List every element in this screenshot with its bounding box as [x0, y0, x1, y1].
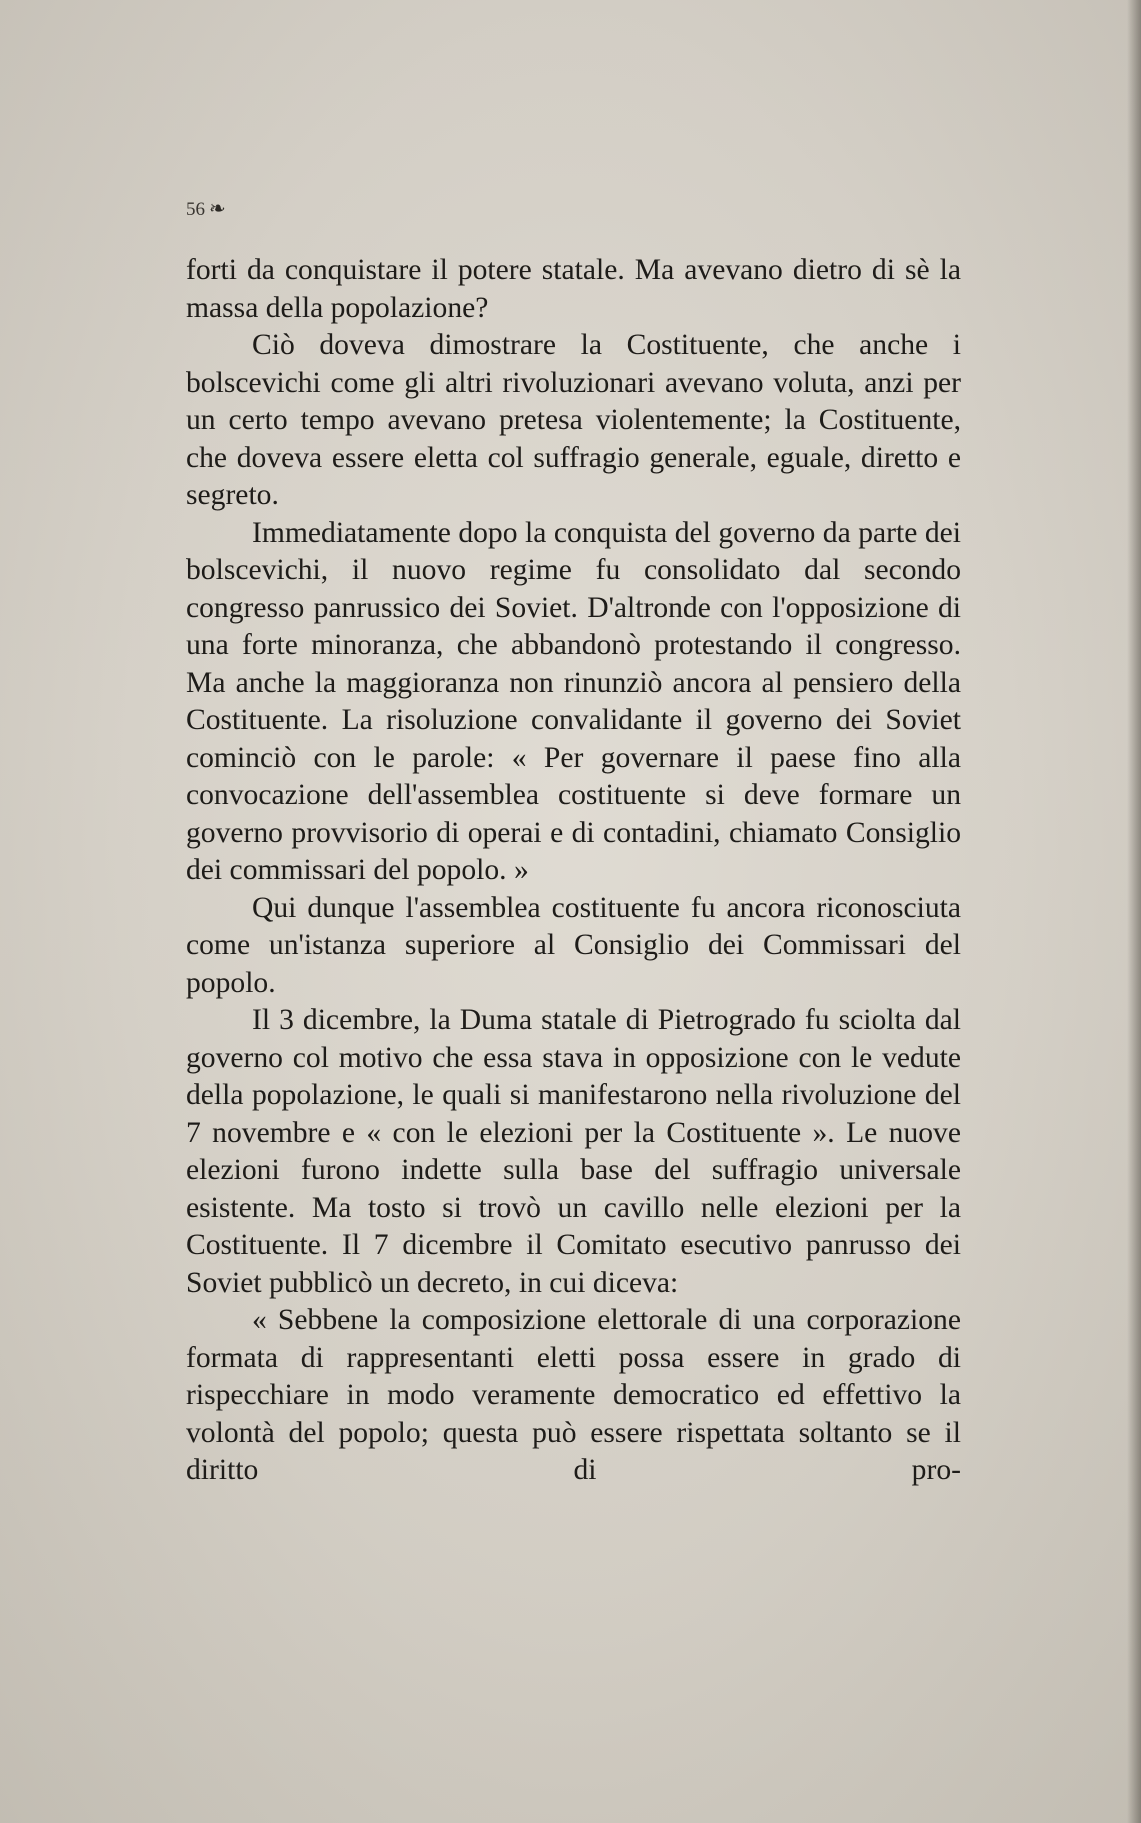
paragraph-1: forti da conquistare il potere statale. Ma avevano dietro di sè la massa della popolazione?: [186, 254, 961, 324]
paragraph-3: Immediatamente dopo la conquista del governo da parte dei bolscevichi, il nuovo regime fu consolidato dal secondo congresso panrussico dei Soviet. D'altronde con l'opposizione di una forte minoranza, che abbandonò protestando il congresso. Ma anche la maggioranza non rinunziò ancora al pensiero della Costituente. La risoluzione convalidante il governo dei Soviet cominciò con le parole: « Per governare il paese fino alla convocazione dell'assemblea costituente si deve formare un governo provvisorio di operai e di contadini, chiamato Consiglio dei commissari del popolo. »: [186, 516, 961, 886]
page-number: 56: [186, 199, 205, 220]
paragraph-5: Il 3 dicembre, la Duma statale di Pietrogrado fu sciolta dal governo col motivo che essa stava in opposizione con le vedute della popolazione, le quali si manifestarono nella rivoluzione del 7 novembre e « con le elezioni per la Costituente ». Le nuove elezioni furono indette sulla base del suffragio universale esistente. Ma tosto si trovò un cavillo nelle elezioni per la Costituente. Il 7 dicembre il Comitato esecutivo panrusso dei Soviet pubblicò un decreto, in cui diceva:: [186, 1004, 961, 1299]
paragraph-6: « Sebbene la composizione elettorale di una corporazione formata di rappresentanti eletti possa essere in grado di rispecchiare in modo veramente democratico ed effettivo la volontà del popolo; questa può essere rispettata soltanto se il diritto di pro-: [186, 1304, 961, 1486]
paragraph-2: Ciò doveva dimostrare la Costituente, che anche i bolscevichi come gli altri rivoluzionari avevano voluta, anzi per un certo tempo avevano pretesa violentemente; la Costituente, che doveva essere eletta col suffragio generale, eguale, diretto e segreto.: [186, 329, 961, 511]
body-text: [186, 252, 961, 1490]
page-header: [186, 196, 226, 221]
paragraph-4: Qui dunque l'assemblea costituente fu ancora riconosciuta come un'istanza superiore al Consiglio dei Commissari del popolo.: [186, 891, 961, 999]
ornament-icon: ❧: [209, 198, 226, 220]
